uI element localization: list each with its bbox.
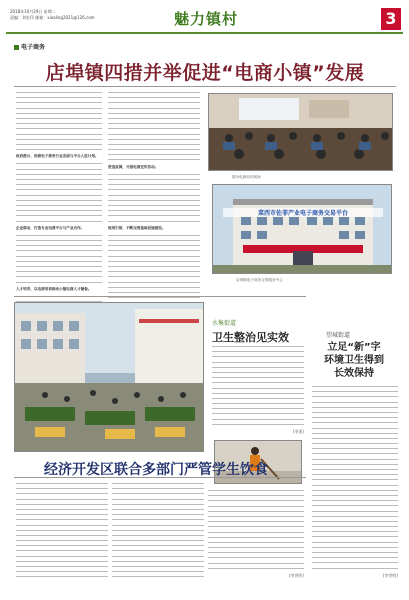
section-square-icon (14, 45, 19, 50)
building-photo (212, 184, 392, 274)
header-editor: 责编：刘宏印 邮箱：xiaoling2021@126.com (10, 15, 95, 20)
building-photo-caption: 店埠镇电子商务交易服务中心 (236, 278, 283, 282)
text-lines (16, 163, 102, 221)
bottom-divider (14, 477, 306, 478)
right-story-kicker: 望城街道 (326, 332, 351, 339)
bottom-col1 (16, 483, 108, 591)
building-sign: 菜西市佐菲产业电子商务交易平台 (223, 208, 383, 217)
text-lines (108, 235, 200, 298)
training-photo-art (209, 94, 393, 171)
right-story-headline (310, 341, 398, 380)
right-headline-line3: 长效保持 (334, 368, 374, 379)
sidebar-headline: 卫生整治见实效 (212, 331, 289, 344)
text-lines (16, 235, 102, 283)
section-label-text: 电子商务 (21, 44, 46, 51)
text-lines (212, 346, 304, 425)
main-subhead-4: 营造氛围，开展电商宣传活动。 (108, 164, 159, 169)
page-header (6, 4, 403, 34)
main-subhead-2: 企业联动，打造专业电商平台与产业合作。 (16, 225, 85, 230)
right-headline-line1: 立足“新”字 (327, 342, 381, 353)
page-title: 魅力镇村 (174, 10, 239, 28)
sidebar-kicker: 水集街道 (212, 320, 237, 327)
header-meta (10, 9, 95, 21)
building-photo-art (213, 185, 392, 274)
bottom-headline: 经济开发区联合多部门严管学生饮食 (44, 462, 268, 478)
right-byline: (李世明) (382, 572, 398, 578)
bottom-col2 (112, 483, 204, 591)
training-photo (208, 93, 393, 171)
text-lines (108, 92, 200, 160)
header-date: 2018年10月29日 星期二 (10, 9, 56, 14)
bottom-byline: (李世明) (288, 573, 304, 578)
text-lines (112, 483, 204, 577)
market-photo (14, 302, 204, 452)
text-lines (312, 386, 398, 569)
right-story-body (312, 386, 398, 586)
market-photo-art (15, 303, 204, 452)
bottom-col3 (208, 490, 304, 590)
main-headline: 店埠镇四措并举促进“电商小镇”发展 (45, 62, 365, 84)
main-subhead-3: 人才培养，以电商培训推动小镇电商人才储备。 (16, 286, 92, 291)
text-lines (108, 174, 200, 222)
section-divider (14, 296, 306, 297)
right-headline-line2: 环境卫生得到 (324, 355, 384, 366)
headline-divider (14, 86, 396, 87)
text-lines (208, 490, 304, 569)
main-subhead-1: 政府搭台，洽商电子商务行业发展与平台入驻计划。 (16, 154, 99, 159)
sidebar-body (212, 346, 304, 436)
main-subhead-5: 规划引领，不断完善基础设施建设。 (108, 225, 166, 230)
page-number: 3 (381, 8, 401, 30)
sidebar-byline: (李道) (292, 429, 304, 434)
text-lines (16, 92, 102, 150)
training-photo-caption: 图为电商培训现场 (232, 175, 261, 179)
section-label (14, 42, 45, 51)
text-lines (16, 483, 108, 577)
